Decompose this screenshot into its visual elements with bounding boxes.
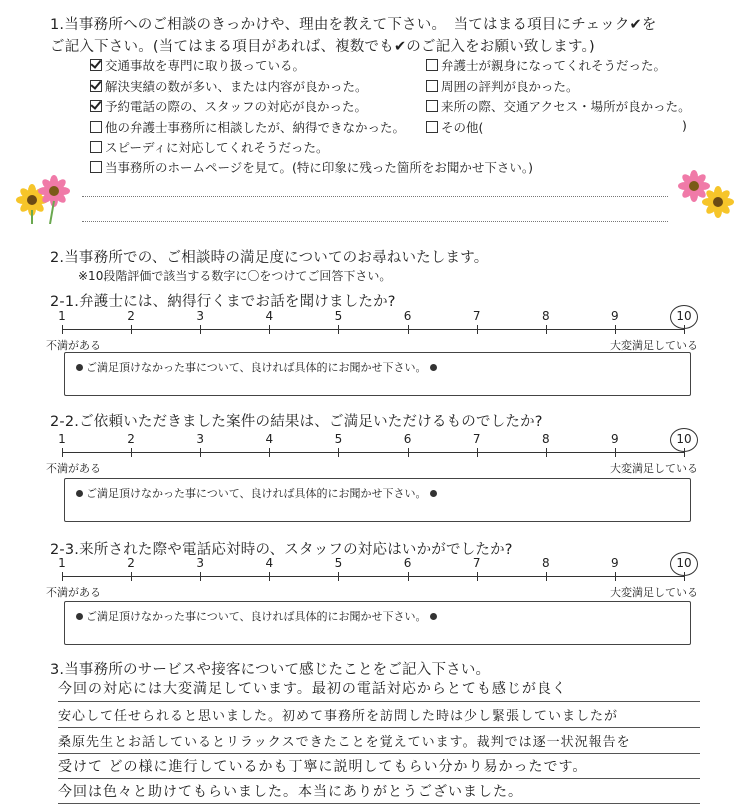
scale-number[interactable]: 4 [265,309,274,323]
q1-option-other[interactable]: その他( [426,118,483,136]
scale-number[interactable]: 8 [541,432,550,446]
write-line[interactable] [58,778,700,779]
q2-2-title: 2-2.ご依頼いただきました案件の結果は、ご満足いただけるものでしたか? [50,414,543,430]
write-line[interactable] [58,727,700,728]
flower-decoration-left [16,174,72,224]
scale-tick [408,572,409,581]
scale-number[interactable]: 4 [265,556,274,570]
write-line[interactable] [58,803,700,804]
scale-number[interactable]: 5 [334,556,343,570]
q2-3-title: 2-3.来所された際や電話応対時の、スタッフの対応はいかがでしたか? [50,542,513,558]
scale-number[interactable]: 9 [611,309,619,323]
scale-number[interactable]: 9 [611,556,619,570]
scale-number[interactable]: 9 [611,432,619,446]
scale-number[interactable]: 3 [196,432,205,446]
scale-number[interactable]: 7 [472,309,481,323]
selected-rating-circle [670,552,698,576]
scale-number[interactable]: 6 [403,309,412,323]
scale-number[interactable]: 5 [334,432,343,446]
scale-tick [615,572,616,581]
scale-tick [546,572,547,581]
scale-tick [269,325,270,334]
scale-number[interactable]: 10 [676,556,692,570]
bullet-icon [430,364,437,371]
bullet-icon [76,490,83,497]
scale-tick [269,572,270,581]
checkbox-checked[interactable] [90,100,102,112]
scale-tick [62,448,63,457]
scale-number[interactable]: 2 [127,432,135,446]
scale-number[interactable]: 7 [472,432,481,446]
scale-number[interactable]: 5 [334,309,343,323]
flower-decoration-right [676,170,736,222]
scale-tick [477,448,478,457]
checkbox[interactable] [90,121,102,133]
checkbox[interactable] [426,100,438,112]
scale-high-label: 大変満足している [610,339,698,352]
scale-tick [408,448,409,457]
scale-tick [200,448,201,457]
q1-title-line2: ご記入下さい。(当てはまる項目があれば、複数でも✔のご記入をお願い致します。) [50,39,595,55]
selected-rating-circle [670,428,698,452]
scale-tick [338,448,339,457]
checkbox[interactable] [90,161,102,173]
scale-tick [200,325,201,334]
other-close-paren: ) [682,118,687,133]
comment-box[interactable]: ご満足頂けなかった事について、良ければ具体的にお聞かせ下さい。 [64,352,691,396]
q1-option-1[interactable]: 交通事故を専門に取り扱っている。 [90,56,305,74]
checkbox-checked[interactable] [90,59,102,71]
comment-box[interactable]: ご満足頂けなかった事について、良ければ具体的にお聞かせ下さい。 [64,478,691,522]
bullet-icon [76,613,83,620]
scale-tick [131,325,132,334]
q1-title: 1.当事務所へのご相談のきっかけや、理由を教えて下さい。 当てはまる項目にチェック✔を [50,17,657,33]
checkbox[interactable] [90,141,102,153]
q2-title: 2.当事務所での、ご相談時の満足度についてのお尋ねいたします。 [50,250,489,266]
q1-option-4[interactable]: 他の弁護士事務所に相談したが、納得できなかった。 [90,118,405,136]
scale-tick [338,325,339,334]
checkbox-checked[interactable] [90,80,102,92]
q1-option-2[interactable]: 解決実績の数が多い、または内容が良かった。 [90,77,368,95]
comment-box[interactable]: ご満足頂けなかった事について、良ければ具体的にお聞かせ下さい。 [64,601,691,645]
scale-high-label: 大変満足している [610,462,698,475]
handwritten-line-3: 桑原先生とお話しているとリラックスできたことを覚えています。裁判では逐一状況報告を [58,735,631,750]
bullet-icon [76,364,83,371]
q1-option-3[interactable]: 予約電話の際の、スタッフの対応が良かった。 [90,97,367,115]
q2-1-title: 2-1.弁護士には、納得行くまでお話を聞けましたか? [50,294,396,310]
write-line[interactable] [58,753,700,754]
scale-number[interactable]: 8 [541,309,550,323]
scale-tick [615,325,616,334]
scale-number[interactable]: 10 [676,432,692,446]
scale-low-label: 不満がある [46,462,101,475]
bullet-icon [430,613,437,620]
bullet-icon [430,490,437,497]
scale-number[interactable]: 2 [127,556,135,570]
q1-option-9[interactable]: 来所の際、交通アクセス・場所が良かった。 [426,97,691,115]
scale-tick [131,572,132,581]
scale-tick [546,325,547,334]
scale-number[interactable]: 3 [196,556,205,570]
scale-number[interactable]: 3 [196,309,205,323]
q1-option-5[interactable]: スピーディに対応してくれそうだった。 [90,138,329,156]
scale-number[interactable]: 1 [58,432,66,446]
scale-number[interactable]: 2 [127,309,135,323]
q1-option-7[interactable]: 弁護士が親身になってくれそうだった。 [426,56,666,74]
selected-rating-circle [670,305,698,329]
write-line[interactable] [58,701,700,702]
scale-tick [546,448,547,457]
handwritten-line-5: 今回は色々と助けてもらいました。本当にありがとうございました。 [58,784,523,800]
checkbox[interactable] [426,121,438,133]
scale-tick [477,325,478,334]
scale-high-label: 大変満足している [610,586,698,599]
q3-title: 3.当事務所のサービスや接客について感じたことをご記入下さい。 [50,662,491,678]
q2-note: ※10段階評価で該当する数字に〇をつけてご回答下さい。 [78,269,392,283]
scale-number[interactable]: 1 [58,309,66,323]
scale-number[interactable]: 6 [403,432,412,446]
scale-low-label: 不満がある [46,339,101,352]
rating-scale[interactable] [58,309,692,345]
scale-tick [269,448,270,457]
scale-tick [338,572,339,581]
handwritten-line-4: 受けて どの様に進行しているかも丁寧に説明してもらい分かり易かったです。 [58,759,588,775]
checkbox[interactable] [426,80,438,92]
scale-number[interactable]: 7 [472,556,481,570]
scale-low-label: 不満がある [46,586,101,599]
scale-tick [477,572,478,581]
handwritten-line-2: 安心して任せられると思いました。初めて事務所を訪問した時は少し緊張していましたが [58,709,619,724]
q1-option-8[interactable]: 周囲の評判が良かった。 [426,77,579,95]
scale-tick [131,448,132,457]
rating-scale[interactable] [58,432,692,468]
scale-number[interactable]: 4 [265,432,274,446]
q1-option-6[interactable]: 当事務所のホームページを見て。(特に印象に残った箇所をお聞かせ下さい。) [90,158,533,176]
scale-number[interactable]: 10 [676,309,692,323]
scale-tick [408,325,409,334]
scale-number[interactable]: 1 [58,556,66,570]
write-line[interactable] [82,221,668,222]
scale-tick [200,572,201,581]
scale-number[interactable]: 6 [403,556,412,570]
handwritten-line-1: 今回の対応には大変満足しています。最初の電話対応からとても感じが良く [58,681,567,697]
scale-tick [62,325,63,334]
write-line[interactable] [82,196,668,197]
rating-scale[interactable] [58,556,692,592]
scale-tick [615,448,616,457]
scale-tick [62,572,63,581]
scale-number[interactable]: 8 [541,556,550,570]
checkbox[interactable] [426,59,438,71]
